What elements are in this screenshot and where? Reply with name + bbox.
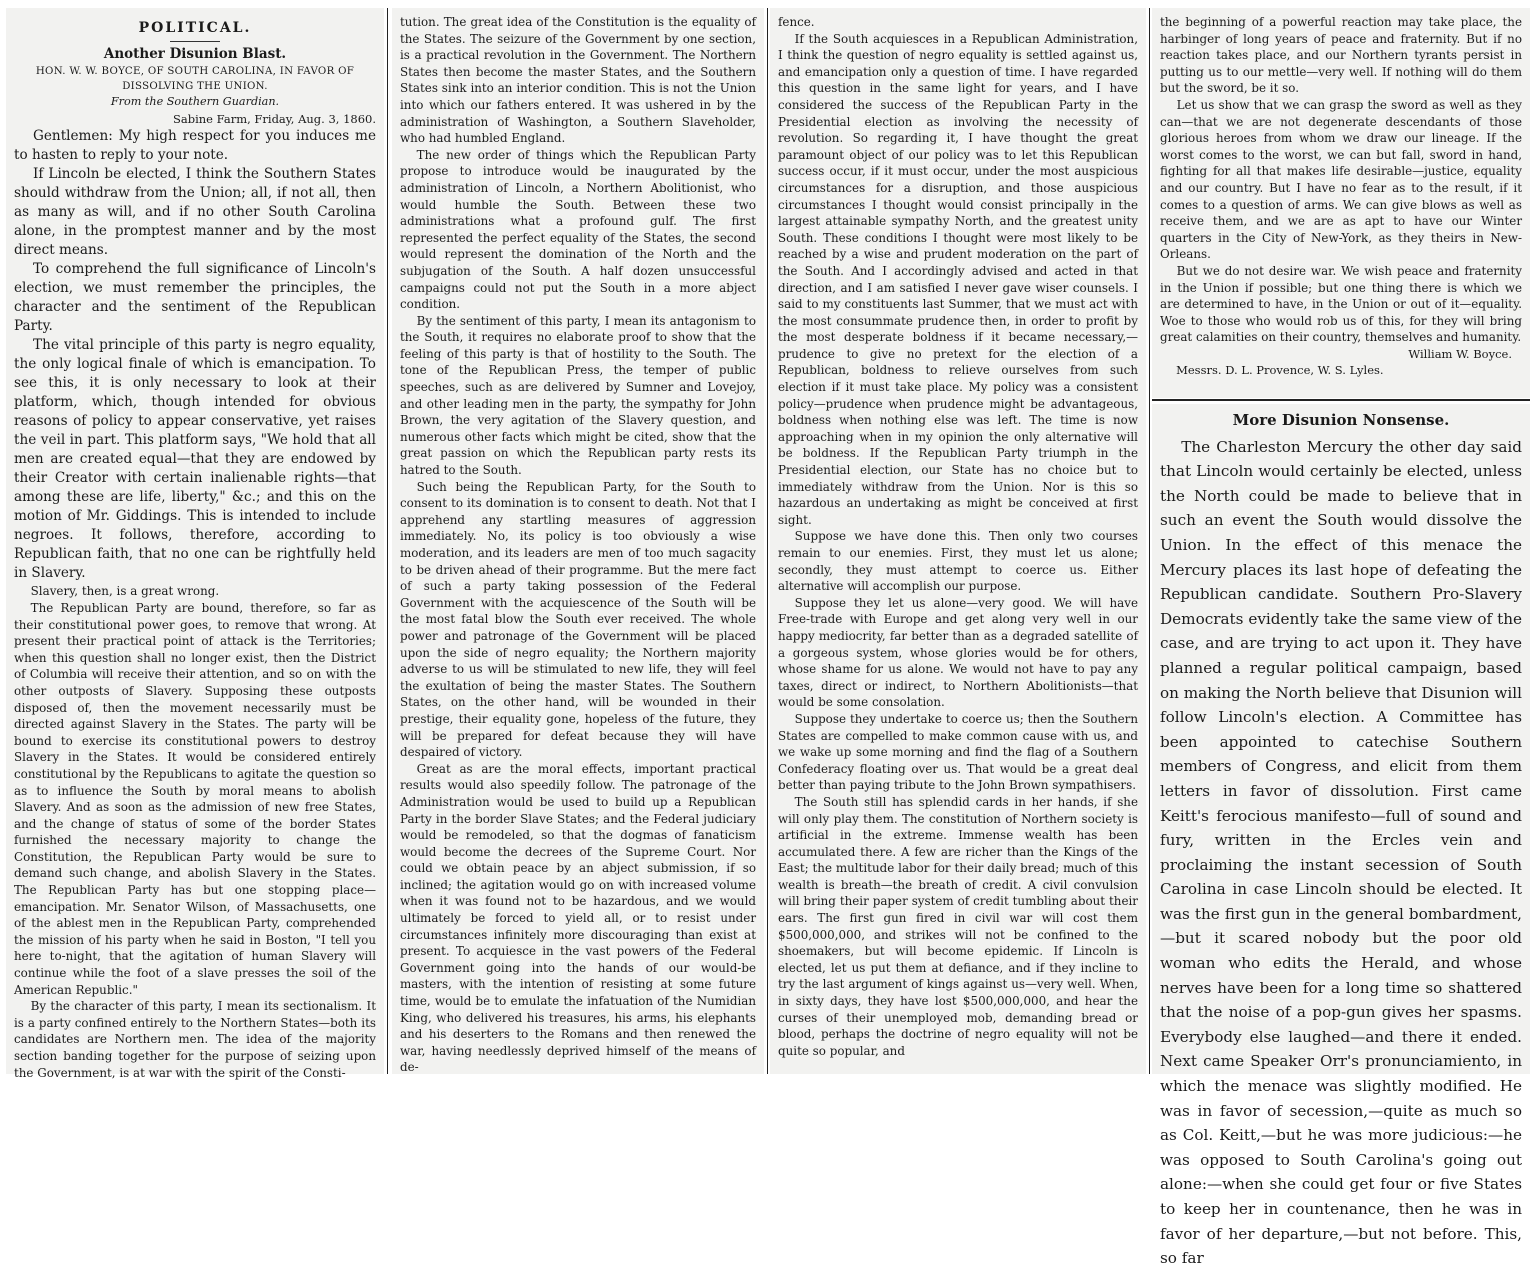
column-3	[770, 8, 1146, 1074]
dateline: Sabine Farm, Friday, Aug. 3, 1860.	[173, 111, 376, 126]
paragraph: Great as are the moral effects, important practical results would also speedily follow. The patronage of the Administration would be used to build up a Republican Party in the border Slave States; and the Federal judiciary would be remodeled, so that the dogmas of fanaticism would become the decrees of the Supreme Court. Nor could we obtain peace by an abject submission, if so inclined; the agitation would go on with increased volume when it was found not to be hazardous, and we would ultimately be forced to yield all, or to resist under circumstances infinitely more discouraging than exist at present. To acquiesce in the vast powers of the Federal Government going into the hands of our would-be masters, with the intention of resisting at some future time, would be to emulate the infatuation of the Numidian King, who delivered his treasures, his arms, his elephants and his deserters to the Romans and then renewed the war, having needlessly deprived himself of the means of de-	[400, 761, 756, 1075]
paragraph: The Republican Party are bound, therefore, so far as their constitutional power goes, to remove that wrong. At present their practical point of attack is the Territories; when this question shall no longer exist, then the District of Columbia will receive their attention, and so on with the other outposts of Slavery. Supposing these outposts disposed of, then the movement necessarily must be directed against Slavery in the States. The party will be bound to exercise its constitutional powers to destroy Slavery in the States. It would be considered entirely constitutional by the Republicans to agitate the question so as to influence the South by moral means to abolish Slavery. And as soon as the admission of new free States, and the change of status of some of the border States furnished the necessary majority to change the Constitution, the Republican Party would be sure to demand such change, and abolish Slavery in the States. The Republican Party has but one stopping place—emancipation. Mr. Senator Wilson, of Massachusetts, one of the ablest men in the Republican Party, comprehended the mission of his party when he said in Boston, "I tell you here to-night, that the agitation of human Slavery will continue while the foot of a slave presses the soil of the American Republic."	[14, 600, 376, 997]
paragraph: If Lincoln be elected, I think the Southern States should withdraw from the Union; all, if not all, then as many as will, and if no other South Carolina alone, in the promptest manner and by the most direct means.	[14, 166, 376, 259]
paragraph: The new order of things which the Republican Party propose to introduce would be inaugurated by the administration of Lincoln, a Northern Abolitionist, who would humble the South. Between these two administrations what a profound gulf. The first represented the perfect equality of the States, the second would represent the domination of the North and the subjugation of the South. A half dozen unsuccessful campaigns could not put the South in a more abject condition.	[400, 147, 756, 312]
heading-rule	[170, 41, 220, 42]
paragraph: By the sentiment of this party, I mean its antagonism to the South, it requires no elaborate proof to show that the feeling of this party is that of hostility to the South. The tone of the Republican Press, the temper of public speeches, such as are delivered by Sumner and Lovejoy, and other leading men in the party, the sympathy for John Brown, the very agitation of the Slavery question, and numerous other facts which might be cited, show that the great passion on which the Republican party rests its hatred to the South.	[400, 313, 756, 478]
paragraph: Gentlemen: My high respect for you induces me to hasten to reply to your note.	[14, 128, 376, 164]
paragraph: The South still has splendid cards in her hands, if she will only play them. The constitution of Northern society is artificial in the extreme. Immense wealth has been accumulated there. A few are richer than the Kings of the East; the multitude labor for their daily bread; much of this wealth is breath—the breath of credit. A civil convulsion will bring their paper system of credit tumbling about their ears. The first gun fired in civil war will cost them $500,000,000, and strikes will not be confined to the shoemakers, but will become epidemic. If Lincoln is elected, let us put them at defiance, and if they incline to try the last argument of kings against us—very well. When, in sixty days, they have lost $500,000,000, and hear the curses of their unemployed mob, demanding bread or blood, perhaps the doctrine of negro equality will not be quite so popular, and	[778, 794, 1138, 1058]
signature: William W. Boyce.	[1408, 346, 1512, 361]
paragraph: By the character of this party, I mean its sectionalism. It is a party confined entirely to the Northern States—both its candidates are Northern men. The idea of the majority section banding together for the purpose of seizing upon the Government, is at war with the spirit of the Consti-	[14, 999, 376, 1080]
column-divider	[767, 8, 768, 1074]
column-2	[392, 8, 764, 1074]
paragraph: Suppose they let us alone—very good. We will have Free-trade with Europe and get along very well in our happy mediocrity, far better than as a degraded satellite of a gorgeous system, whose glories would be for others, whose shame for us alone. We would not have to pay any taxes, direct or indirect, to Northern Abolitionists—that would be some consolation.	[778, 595, 1138, 710]
article-title: Another Disunion Blast.	[103, 45, 287, 62]
paragraph: The vital principle of this party is negro equality, the only logical finale of which is emancipation. To see this, it is only necessary to look at their platform, which, though intended for obvious reasons of policy to appear conservative, yet raises the veil in part. This platform says, "We hold that all men are created equal—that they are endowed by their Creator with certain inalienable rights—that among these are life, liberty," &c.; and this on the motion of Mr. Giddings. This is intended to include negroes. It follows, therefore, according to Republican faith, that no one can be rightfully held in Slavery.	[14, 337, 376, 582]
article-title: More Disunion Nonsense.	[1232, 411, 1450, 429]
column-5	[1152, 404, 1530, 1268]
addressees: Messrs. D. L. Provence, W. S. Lyles.	[1176, 363, 1384, 378]
article-subheading: HON. W. W. BOYCE, OF SOUTH CAROLINA, IN FAVOR OF DISSOLVING THE UNION.	[35, 66, 355, 93]
paragraph: If the South acquiesces in a Republican Administration, I think the question of negro equality is settled against us, and emancipation only a question of time. I have regarded this question in the same light for years, and I have considered the success of the Republican Party in the Presidential election as involving the necessity of revolution. So regarding it, I have thought the great paramount object of our policy was to let this Republican success occur, if it must occur, under the most auspicious circumstances for a disruption, and those auspicious circumstances I thought would consist principally in the largest attainable sympathy North, and the greatest unity South. These conditions I thought were most likely to be reached by a wise and prudent moderation on the part of the South. And I accordingly advised and acted in that direction, and I am satisfied I never gave wiser counsels. I said to my constituents last Summer, that we must act with the most consummate prudence then, in order to profit by the most desperate boldness if it became necessary,—prudence to give no pretext for the election of a Republican, boldness to relieve ourselves from such election if it must take place. My policy was a consistent policy—prudence when prudence might be advantageous, boldness when nothing else was left. The time is now approaching when in my opinion the only alternative will be boldness. If the Republican Party triumph in the Presidential election, our State has no choice but to immediately withdraw from the Union. Nor is this so hazardous an undertaking as might be conceived at first sight.	[778, 31, 1138, 527]
column-divider	[1149, 8, 1150, 1074]
column-4	[1152, 8, 1530, 398]
paragraph: Suppose they undertake to coerce us; then the Southern States are compelled to make common cause with us, and we wake up some morning and find the flag of a Southern Confederacy floating over us. That would be a great deal better than paying tribute to the John Brown sympathisers.	[778, 711, 1138, 793]
paragraph: tution. The great idea of the Constitution is the equality of the States. The seizure of the Government by one section, is a practical revolution in the Government. The Northern States then become the master States, and the Southern States sink into an interior condition. This is not the Union into which our fathers entered. It was ushered in by the administration of Washington, a Southern Slaveholder, who had humbled England.	[400, 15, 756, 146]
paragraph: fence.	[778, 15, 815, 29]
section-heading: POLITICAL.	[138, 20, 252, 36]
paragraph: the beginning of a powerful reaction may take place, the harbinger of long years of peace and fraternity. But if no reaction takes place, and our Northern tyrants persist in putting us to our mettle—very well. If nothing will do them but the sword, be it so.	[1160, 15, 1522, 96]
paragraph: Such being the Republican Party, for the South to consent to its domination is to consent to death. Not that I apprehend any startling measures of aggression immediately. No, its policy is too obviously a wise moderation, and its leaders are men of too much sagacity to be driven ahead of their programme. But the mere fact of such a party taking possession of the Federal Government with the acquiescence of the South will be the most fatal blow the South ever received. The whole power and patronage of the Government will be placed upon the side of negro equality; the Northern majority adverse to us will be stimulated to new life, they will feel the exultation of being the master States. The Southern States, on the other hand, will be wounded in their prestige, their equality gone, hopeless of the future, they will be prepared for defeat because they will have despaired of victory.	[400, 479, 756, 760]
article-divider	[1152, 399, 1530, 401]
paragraph: The Charleston Mercury the other day said that Lincoln would certainly be elected, unless the North could be made to believe that in such an event the South would dissolve the Union. In the effect of this menace the Mercury places its last hope of defeating the Republican candidate. Southern Pro-Slavery Democrats evidently take the same view of the case, and are trying to act upon it. They have planned a regular political campaign, based on making the North believe that Disunion will follow Lincoln's election. A Committee has been appointed to catechise Southern members of Congress, and elicit from them letters in favor of dissolution. First came Keitt's ferocious manifesto—full of sound and fury, written in the Ercles vein and proclaiming the instant secession of South Carolina in case Lincoln should be elected. It was the first gun in the general bombardment,—but it scared nobody but the poor old woman who edits the Herald, and whose nerves have been for a long time so shattered that the noise of a pop-gun gives her spasms. Everybody else laughed—and there it ended. Next came Speaker Orr's pronunciamiento, in which the menace was slightly modified. He was in favor of secession,—quite as much so as Col. Keitt,—but he was more judicious:—he was opposed to South Carolina's going out alone:—when she could get four or five States to keep her in countenance, then he was in favor of her departure,—but not before. This, so far	[1160, 437, 1522, 1268]
article-source: From the Southern Guardian.	[110, 95, 280, 109]
paragraph: Let us show that we can grasp the sword as well as they can—that we are not degenerate descendants of those glorious heroes from whom we draw our lineage. If the worst comes to the worst, we can but fall, sword in hand, fighting for all that makes life desirable—justice, equality and our country. But I have no fear as to the result, if it comes to a question of arms. We can give blows as well as receive them, and we are as apt to have our Winter quarters in the City of New-York, as they theirs in New-Orleans.	[1160, 97, 1522, 262]
paragraph: But we do not desire war. We wish peace and fraternity in the Union if possible; but one thing there is which we are determined to have, in the Union or out of it—equality. Woe to those who would rob us of this, for they will bring great calamities on their country, themselves and humanity.	[1160, 263, 1522, 345]
paragraph: Slavery, then, is a great wrong.	[30, 584, 220, 599]
column-divider	[387, 8, 388, 1074]
paragraph: To comprehend the full significance of Lincoln's election, we must remember the principles, the character and the sentiment of the Republican Party.	[14, 261, 376, 335]
column-1	[6, 8, 384, 1080]
paragraph: Suppose we have done this. Then only two courses remain to our enemies. First, they must let us alone; secondly, they must attempt to coerce us. Either alternative will accomplish our purpose.	[778, 529, 1138, 594]
